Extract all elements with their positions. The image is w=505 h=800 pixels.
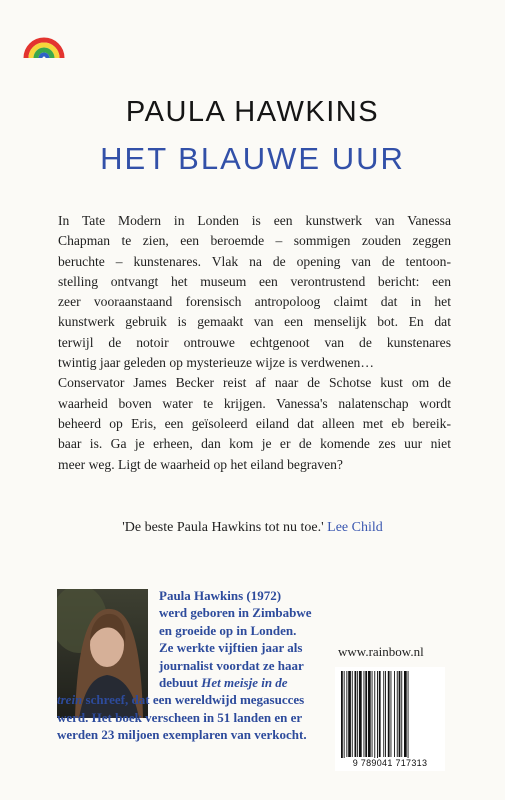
author-name: PAULA HAWKINS (125, 96, 380, 128)
barcode-bar (368, 671, 371, 757)
barcode-bar (346, 671, 347, 757)
author-bio (57, 587, 339, 744)
barcode-bar (341, 671, 343, 763)
blurb-line: twintig jaar geleden op mysterieuze wijze is verdwenen… (58, 355, 374, 371)
barcode-bar (357, 671, 358, 757)
barcode-bar (377, 671, 378, 763)
bio-line: werd. Het boek verscheen in 51 landen en er (57, 709, 303, 725)
barcode-bar (348, 671, 351, 757)
bio-line (159, 674, 339, 691)
rainbow-icon (22, 18, 66, 62)
blurb-line: kunstwerk gebruik is gemaakt van een menselijk bot. En dat (58, 314, 451, 330)
blurb-line: beheerd op Eris, een geïsoleerd eiland dat alleen met eb bereik- (58, 415, 451, 431)
blurb-line: baar is. Ga je erheen, dan kom je er de komende zes uur niet (58, 436, 451, 452)
blurb-line: Chapman te zien, een beroemde – sommigen zouden zeggen (58, 233, 451, 249)
barcode-bar (365, 671, 367, 757)
book-title-italic: trein (57, 692, 83, 708)
barcode-bar (394, 671, 395, 757)
blurb-line: zeer vooraanstaand forensisch antropoloog claimt dat in het (58, 294, 451, 310)
blurb-line: Conservator James Becker reist af naar de Schotse kust om de (58, 375, 451, 391)
blurb-line: In Tate Modern in Londen is een kunstwerk van Vanessa (58, 213, 451, 228)
barcode-bar (379, 671, 381, 757)
barcode (335, 667, 445, 771)
barcode-bar (401, 671, 402, 757)
blurb-line: stelling ontvangt het museum een verontrustend bericht: een (58, 273, 451, 289)
review-quote (0, 520, 505, 536)
bio-line: en groeide op in Londen. (159, 622, 297, 638)
barcode-bar (364, 671, 365, 757)
quote-source: Lee Child (327, 520, 383, 535)
barcode-bar (388, 671, 390, 757)
isbn-number: 9 789041 717313 (335, 758, 445, 768)
blurb (58, 211, 451, 475)
publisher-url: www.rainbow.nl (338, 644, 424, 659)
bio-fragment: schreef, dat een wereldwijd megasucces (82, 692, 305, 708)
barcode-bar (352, 671, 353, 757)
bio-line: Ze werkte vijftien jaar als (159, 640, 303, 656)
quote-text: 'De beste Paula Hawkins tot nu toe.' (122, 520, 324, 535)
barcode-bar (408, 671, 409, 763)
barcode-bar (355, 671, 357, 757)
barcode-bar (383, 671, 384, 757)
blurb-line: beruchte – kunstenares. Vlak na de opening van de tentoon- (58, 253, 451, 269)
barcode-bar (397, 671, 398, 757)
barcode-bar (372, 671, 373, 757)
bio-line: werd geboren in Zimbabwe (159, 605, 312, 621)
book-title-italic: Het meisje in de (201, 675, 288, 691)
bio-line: journalist voordat ze haar (159, 657, 304, 673)
barcode-bar (374, 671, 375, 763)
barcode-bar (344, 671, 345, 763)
barcode-bar (404, 671, 407, 757)
blurb-line: meer weg. Ligt de waarheid op het eiland begraven? (58, 456, 343, 472)
bio-line: werden 23 miljoen exemplaren van verkocht. (57, 727, 307, 743)
barcode-bar (385, 671, 386, 757)
barcode-bar (399, 671, 401, 757)
barcode-bar (391, 671, 392, 757)
bio-fragment: debuut (159, 675, 202, 691)
barcode-bar (359, 671, 362, 757)
blurb-line: terwijl de notoir ontrouwe echtgenoot van de kunstenares (58, 334, 451, 350)
book-title: HET BLAUWE UUR (100, 141, 405, 176)
blurb-line: waarheid boven water te krijgen. Vanessa's nalatenschap wordt (58, 395, 451, 411)
bio-line: Paula Hawkins (1972) (159, 588, 282, 603)
bio-line (57, 691, 339, 708)
